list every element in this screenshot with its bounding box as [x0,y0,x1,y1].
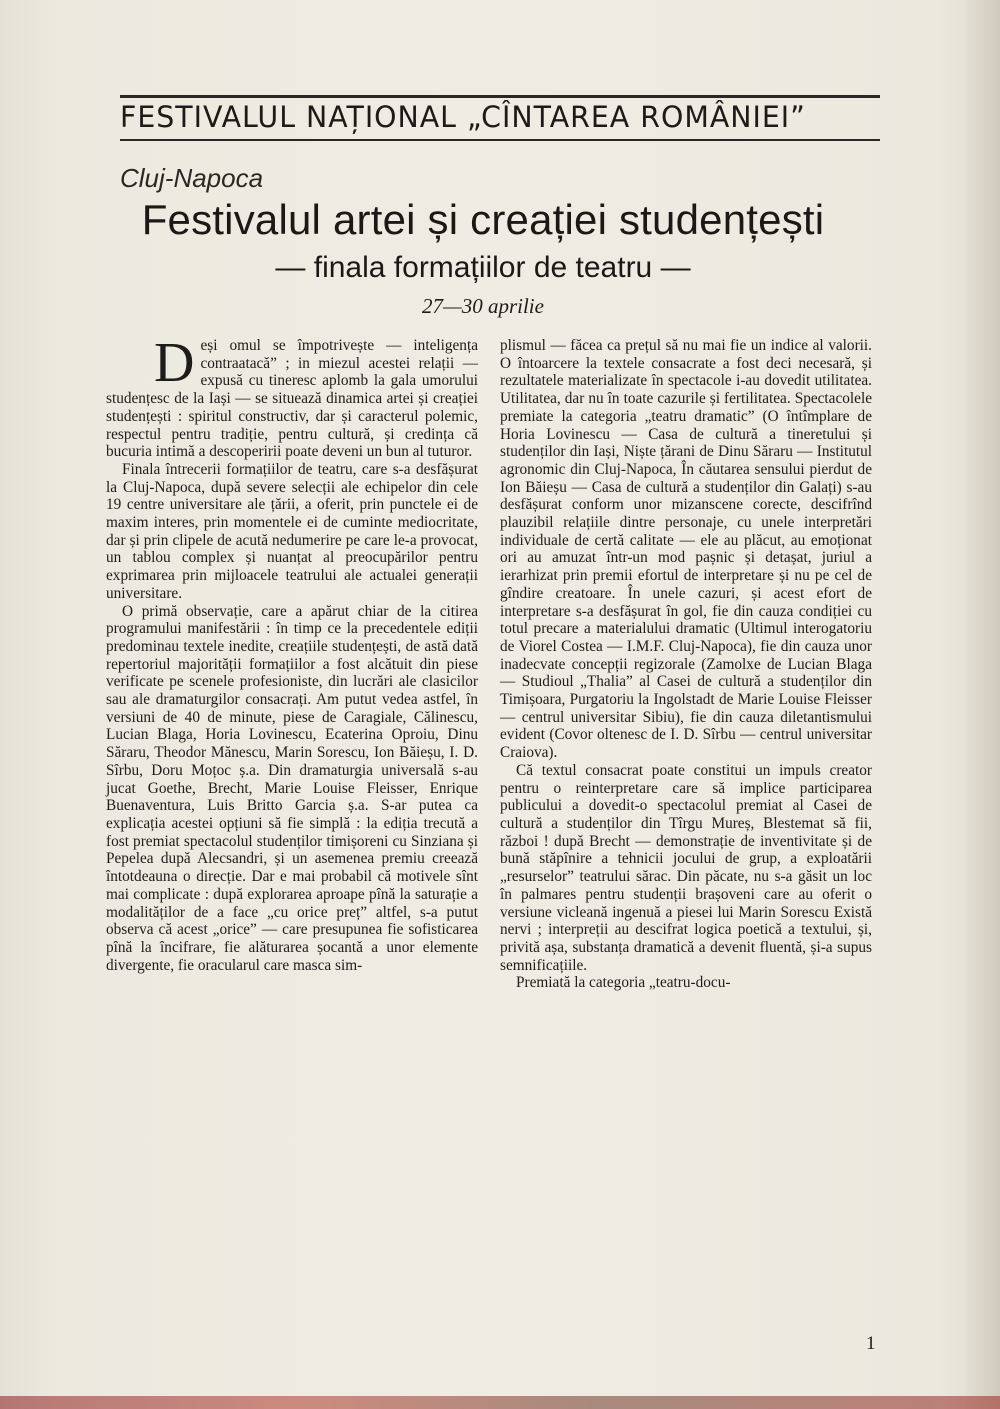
top-rule [120,95,880,98]
page-number: 1 [866,1333,876,1354]
article-title: Festivalul artei și creației studențești [141,196,825,243]
paragraph: plismul — făcea ca prețul să nu mai fie un indice al valorii. O întoarcere la textele consacrate a fost deci necesară, și rezultatele materializate în spectacole i-au dovedit utilitatea. Utilitatea, dar nu în toate cazurile și fertilitatea. Spectacolele premiate la categoria „teatru dramatic” (O întîmplare de Horia Lovinescu — Casa de cultură a tineretului și studenților din Iași, Niște țărani de Dinu Săraru — Institutul agronomic din Cluj-Napoca, În căutarea sensului pierdut de Ion Băieșu — Casa de cultură a studenților din Galați) s-au desfășurat conform unor mizanscene corecte, descifrînd plauzibil relațiile dintre personaje, cu unele interpretări individuale de certă calitate — ele au plăcut, au emoționat ori au amuzat într-un mod pașnic și detașat, juriul a ierarhizat prin premii efortul de interpretare și nu pe cel de gîndire creatoare. În unele cazuri, și acest efort de interpretare s-a desfășurat în gol, fie din cauza condiției cu totul precare a materialului dramatic (Ultimul interogatoriu de Viorel Costea — I.M.F. Cluj-Napoca), fie din cauza unor inadecvate concepții regizorale (Zamolxe de Lucian Blaga — Studioul „Thalia” al Casei de cultură a studenților din Timișoara, Purgatoriu la Ingolstadt de Marie Louise Fleisser — centrul universitar Sibiu), fie din cauza diletantismului evident (Covor oltenesc de I. D. Sîrbu — centrul universitar Craiova). [500,337,872,762]
city-heading: Cluj-Napoca [120,163,264,193]
article-dates: 27—30 aprilie [422,294,544,318]
left-column [106,332,478,974]
page-edge-shadow [966,0,1000,1409]
paragraph: Că textul consacrat poate constitui un impuls creator pentru o reinterpretare care să implice participarea publicului a dovedit-o spectacolul premiat al Casei de cultură a studenților din Tîrgu Mureș, Blestemat să fii, război ! după Brecht — demonstrație de inventivitate și de bună stăpînire a tehnicii jocului de grup, a exploatării „resurselor” teatrului sărac. Din păcate, nu s-a găsit un loc în palmares pentru studenții brașoveni care au oferit o versiune vicleană ingenuă a piesei lui Marin Sorescu Există nervi ; interpreții au descifrat logica poetică a textului, și, privită așa, substanța dramatică a devenit fluentă, și-a supus semnificațiile. [500,761,872,974]
paragraph-text: eși omul se împotrivește — inteligența contraatacă” ; in miezul acestei relații — expusă cu tineresc aplomb la gala umorului studențesc de la Iași — se situează dinamica artei și creației studențești : spiritul constructiv, dar și caracterul polemic, respectul pentru tradiție, pentru cultură, și credința că bucuria intimă a descoperirii poate deveni un bun al tuturor. [106,337,478,461]
paragraph: O primă observație, care a apărut chiar de la citirea programului manifestării : în timp ce la precedentele ediții predominau textele inedite, creațiile studențești, de astă dată repertoriul majorității formațiilor a fost alcătuit din piese verificate pe scenele profesioniste, din lucrări ale clasicilor sau ale dramaturgilor consacrați. Am putut vedea astfel, în versiuni de 40 de minute, piese de Caragiale, Călinescu, Lucian Blaga, Horia Lovinescu, Ecaterina Oproiu, Dinu Săraru, Theodor Mănescu, Marin Sorescu, Ion Băieșu, I. D. Sîrbu, Doru Moțoc ș.a. Din dramaturgia universală s-au jucat Goethe, Brecht, Marie Louise Fleisser, Enrique Buenaventura, Luis Britto Garcia ș.a. S-ar putea ca explicația acestei opțiuni să fie simplă : la ediția trecută a fost premiat spectacolul studenților timișoreni cu Sinziana și Pepelea după Alecsandri, și un asemenea premiu creează întotdeauna o direcție. Dar e mai probabil că motivele sînt mai complicate : după explorarea aproape pînă la saturație a modalităților de a face „cu orice preț” altfel, s-a putut observa că acest „orice” — care presupunea fie sofisticarea pînă la încifrare, fie alăturarea șocantă a unor elemente divergente, fie oracularul care masca sim- [106,602,478,974]
drop-cap: D [154,332,195,394]
bottom-edge-stain [0,1396,1000,1409]
paragraph: Finala întrecerii formațiilor de teatru, care s-a desfășurat la Cluj-Napoca, după severe selecții ale echipelor din cele 19 centre universitare ale țării, a oferit, prin punctele ei de maxim interes, prin momentele ei de cuminte mediocritate, dar și prin clipele de acută nedumerire pe care le-a provocat, un tablou complex și nuanțat al preocupărilor pentru exprimarea prin mijloacele teatrului ale actualei generații universitare. [106,460,478,602]
paragraph [106,332,478,461]
right-column [500,337,872,992]
festival-banner: FESTIVALUL NAȚIONAL „CÎNTAREA ROMÂNIEI” [120,100,806,134]
article-subtitle: — finala formațiilor de teatru — [275,251,691,284]
banner-rule [120,139,880,141]
paragraph: Premiată la categoria „teatru-docu- [516,974,731,992]
